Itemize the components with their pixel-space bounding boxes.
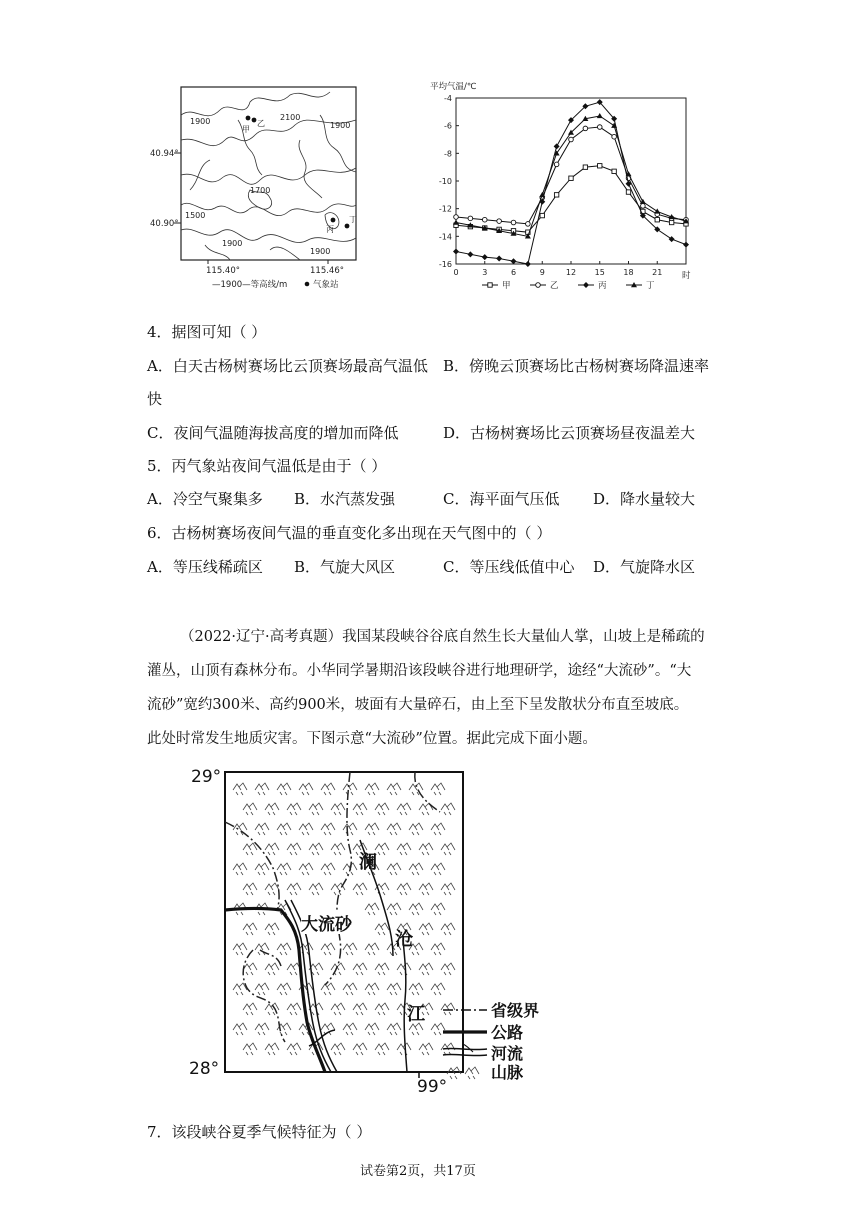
mountain-symbol: [243, 1043, 257, 1055]
data-point: [598, 164, 602, 168]
mountain-symbol: [277, 863, 291, 875]
legend-marker: [583, 282, 589, 288]
mountain-symbol: [233, 863, 247, 875]
mountain-symbol: [387, 1023, 401, 1035]
mountain-symbol: [375, 803, 389, 815]
canyon-map: [185, 760, 585, 1100]
q6-option-c[interactable]: C．等压线低值中心: [443, 558, 575, 576]
data-point: [612, 134, 617, 139]
series-line: [456, 102, 686, 264]
q6-option-b[interactable]: B．气旋大风区: [294, 558, 396, 576]
y-tick-label: -12: [438, 204, 452, 214]
data-point: [511, 220, 516, 225]
mountain-symbol: [441, 843, 455, 855]
mountain-symbol: [431, 863, 445, 875]
data-point: [468, 216, 473, 221]
x-tick-label: 3: [482, 268, 488, 277]
series-1: [454, 125, 689, 226]
contour-label: 1900: [330, 121, 351, 130]
question-5-stem: 5．丙气象站夜间气温低是由于（ ）: [147, 457, 387, 475]
legend-label: 甲: [502, 281, 511, 291]
mountain-symbol: [287, 803, 301, 815]
mountain-symbol: [287, 883, 301, 895]
mountain-symbol: [331, 1003, 345, 1015]
mountain-symbol: [353, 963, 367, 975]
contour-label: 1900: [222, 239, 243, 248]
q4-option-a[interactable]: A．白天古杨树赛场比云顶赛场最高气温低: [147, 357, 428, 375]
data-point: [626, 190, 630, 194]
passage-line-3: 流砂”宽约300米、高约900米，坡面有大量碎石，由上至下呈发散状分布直至坡底。: [147, 697, 689, 713]
data-point: [554, 143, 560, 149]
mountain-symbol: [365, 1023, 379, 1035]
data-point: [597, 113, 603, 118]
mountain-symbol: [287, 843, 301, 855]
legend-label: 丙: [598, 281, 607, 291]
data-point: [497, 219, 502, 224]
river-char: 沧: [395, 929, 413, 950]
station-legend: 气象站: [313, 280, 339, 290]
data-point: [482, 217, 487, 222]
mountain-symbol: [331, 803, 345, 815]
data-point: [554, 193, 558, 197]
data-point: [569, 137, 574, 142]
mountain-symbol: [265, 923, 279, 935]
data-point: [669, 236, 675, 242]
mountain-symbol: [243, 923, 257, 935]
data-point: [496, 255, 502, 261]
x-tick-label: 12: [565, 268, 577, 277]
data-point: [612, 169, 616, 173]
mountain-symbol: [343, 943, 357, 955]
lat-label: 40.90°: [150, 219, 179, 229]
y-tick-label: -10: [438, 177, 452, 186]
mountain-symbol: [321, 783, 335, 795]
mountain-symbol: [419, 843, 433, 855]
contour-label: 1500: [185, 211, 206, 220]
x-tick-label: 0: [453, 268, 459, 277]
mountain-symbol: [265, 963, 279, 975]
q6-option-a[interactable]: A．等压线稀疏区: [147, 558, 263, 576]
legend-label: 乙: [550, 281, 559, 291]
mountain-symbol: [243, 803, 257, 815]
station-label: 丁: [349, 215, 357, 224]
q4-option-d[interactable]: D．古杨树赛场比云顶赛场昼夜温差大: [443, 424, 696, 442]
mountain-symbol: [343, 983, 357, 995]
mountain-symbol: [375, 843, 389, 855]
legend-marker: [488, 283, 492, 287]
q6-option-d[interactable]: D．气旋降水区: [593, 558, 696, 576]
mountain-symbol: [255, 783, 269, 795]
data-point: [453, 249, 459, 255]
data-point: [511, 258, 517, 264]
data-point: [540, 213, 544, 217]
data-point: [454, 215, 459, 220]
x-tick-label: 18: [623, 268, 634, 277]
mountain-symbol: [419, 1043, 433, 1055]
mountain-symbol: [375, 1003, 389, 1015]
mountain-symbol: [387, 983, 401, 995]
mountain-symbol: [409, 983, 423, 995]
mountain-symbol: [375, 963, 389, 975]
lon-bottom-label: 99°: [417, 1077, 448, 1097]
mountain-symbol: [441, 1003, 455, 1015]
data-point: [583, 126, 588, 131]
contour-legend: —1900—等高线/m: [212, 280, 288, 290]
river-char: 江: [407, 1004, 425, 1025]
data-point: [583, 165, 587, 169]
mountain-symbol: [321, 983, 335, 995]
q5-option-a[interactable]: A．冷空气聚集多: [147, 490, 263, 508]
mountain-symbol: [277, 783, 291, 795]
chart-ylabel: 平均气温/℃: [430, 82, 477, 92]
mountain-symbol: [353, 1043, 367, 1055]
data-point: [467, 251, 473, 257]
mountain-symbol: [419, 923, 433, 935]
station-label: 甲: [242, 125, 250, 134]
mountain-symbol: [277, 983, 291, 995]
mountain-symbol: [277, 943, 291, 955]
mountain-symbol: [397, 963, 411, 975]
mountain-symbol: [365, 783, 379, 795]
contour-label: 1900: [310, 247, 331, 256]
mountain-symbol: [365, 943, 379, 955]
mountain-symbol: [365, 983, 379, 995]
mountain-symbol: [287, 1043, 301, 1055]
mountain-symbol: [255, 863, 269, 875]
mountain-symbol: [441, 963, 455, 975]
mountain-symbol: [365, 903, 379, 915]
mountain-symbol: [387, 823, 401, 835]
data-point: [641, 204, 646, 209]
x-tick-label: 6: [510, 268, 517, 277]
mountain-symbol: [441, 803, 455, 815]
x-tick-label: 15: [594, 268, 605, 277]
lon-label: 115.46°: [310, 266, 344, 276]
legend-river: 河流: [491, 1044, 524, 1063]
page-footer: 试卷第2页，共17页: [360, 1164, 476, 1179]
mountain-symbol: [243, 963, 257, 975]
mountain-symbol: [343, 823, 357, 835]
mountain-symbol: [365, 823, 379, 835]
mountain-symbol: [397, 843, 411, 855]
mountain-symbol: [255, 1023, 269, 1035]
y-tick-label: -14: [438, 232, 452, 242]
y-tick-label: -8: [444, 149, 452, 159]
map-legend: [443, 1001, 539, 1082]
mountain-symbol: [375, 1043, 389, 1055]
mountain-symbol: [409, 823, 423, 835]
mountain-symbol: [397, 883, 411, 895]
y-tick-label: -6: [444, 121, 452, 131]
mountain-symbol: [331, 843, 345, 855]
mountain-symbol: [387, 903, 401, 915]
legend-road: 公路: [491, 1023, 524, 1042]
data-point: [525, 261, 531, 267]
mountain-symbol: [265, 803, 279, 815]
daliusha-label: 大流砂: [301, 915, 352, 935]
mountain-symbol: [233, 783, 247, 795]
contour-map: [150, 80, 370, 295]
passage-line-1: （2022·辽宁·高考真题）我国某段峡谷谷底自然生长大量仙人掌，山坡上是稀疏的: [180, 629, 705, 645]
data-point: [597, 125, 602, 130]
q4-option-b-cont: 快: [147, 390, 163, 408]
legend-marker: [536, 283, 541, 288]
x-tick-label: 9: [539, 268, 545, 277]
mountain-symbol: [321, 943, 335, 955]
legend-mountain-label: 山脉: [491, 1063, 524, 1082]
mountain-symbol: [431, 943, 445, 955]
mountain-symbol: [431, 823, 445, 835]
mountain-symbol: [309, 803, 323, 815]
mountain-symbol: [277, 823, 291, 835]
mountain-symbol: [353, 1003, 367, 1015]
mountain-symbol: [255, 823, 269, 835]
mountain-symbol: [243, 843, 257, 855]
data-point: [554, 162, 559, 167]
mountain-symbol: [419, 883, 433, 895]
mountain-symbol: [321, 823, 335, 835]
q4-option-c[interactable]: C．夜间气温随海拔高度的增加而降低: [147, 424, 399, 442]
contour-label: 2100: [280, 113, 301, 122]
data-point: [683, 242, 689, 248]
mountain-symbol: [409, 783, 423, 795]
y-tick-label: -16: [438, 260, 452, 269]
contour-label: 1900: [190, 117, 211, 126]
mountain-symbol: [431, 783, 445, 795]
mountain-symbol: [441, 923, 455, 935]
data-point: [453, 220, 459, 225]
mountain-symbol: [309, 883, 323, 895]
mountain-symbol: [233, 943, 247, 955]
mountain-symbol: [431, 1023, 445, 1035]
data-point: [526, 222, 531, 227]
station-label: 丙: [326, 225, 334, 234]
mountain-symbol: [299, 823, 313, 835]
mountain-symbol: [353, 883, 367, 895]
contour-label: 1700: [250, 186, 271, 195]
mountain-symbol: [343, 783, 357, 795]
mountain-symbol: [465, 1067, 479, 1079]
data-point: [569, 176, 573, 180]
mountain-symbol: [299, 943, 313, 955]
mountain-symbol: [331, 963, 345, 975]
q4-option-b[interactable]: B．傍晚云顶赛场比古杨树赛场降温速率: [443, 357, 710, 375]
passage-line-2: 灌丛，山顶有森林分布。小华同学暑期沿该段峡谷进行地理研学，途经“大流砂”。“大: [147, 663, 692, 679]
mountain-symbol: [409, 863, 423, 875]
y-tick-label: -4: [444, 94, 452, 103]
lat-label: 40.94°: [150, 149, 179, 159]
chart-xlabel: 时: [682, 271, 691, 281]
mountain-symbol: [255, 983, 269, 995]
data-point: [611, 123, 617, 128]
lat-top-label: 29°: [191, 767, 222, 787]
mountain-symbol: [233, 1023, 247, 1035]
mountain-symbol: [299, 783, 313, 795]
mountain-symbol: [387, 783, 401, 795]
x-tick-label: 21: [652, 268, 663, 277]
temperature-chart: [420, 78, 700, 298]
question-6-stem: 6．古杨树赛场夜间气温的垂直变化多出现在天气图中的（ ）: [147, 524, 552, 542]
mountain-symbol: [243, 883, 257, 895]
lon-label: 115.40°: [206, 266, 240, 276]
mountain-symbol: [409, 903, 423, 915]
passage-line-4: 此处时常发生地质灾害。下图示意“大流砂”位置。据此完成下面小题。: [147, 731, 597, 747]
mountain-symbol: [331, 1043, 345, 1055]
question-4-stem: 4．据图可知（ ）: [147, 323, 267, 341]
legend-label: 丁: [646, 281, 655, 291]
data-point: [654, 208, 660, 213]
mountain-symbol: [321, 863, 335, 875]
legend-border: 省级界: [491, 1001, 540, 1020]
mountain-symbol: [387, 863, 401, 875]
mountain-symbol: [309, 843, 323, 855]
mountain-symbol: [353, 803, 367, 815]
question-7-stem: 7．该段峡谷夏季气候特征为（ ）: [147, 1123, 372, 1141]
q5-option-c[interactable]: C．海平面气压低: [443, 490, 560, 508]
q5-option-d[interactable]: D．降水量较大: [593, 490, 696, 508]
mountain-symbol: [287, 1003, 301, 1015]
mountain-symbol: [397, 803, 411, 815]
mountain-symbol: [299, 863, 313, 875]
mountain-symbol: [343, 1023, 357, 1035]
station-label: 乙: [257, 119, 265, 128]
lat-bottom-label: 28°: [189, 1059, 220, 1079]
mountain-symbol: [441, 883, 455, 895]
data-point: [482, 254, 488, 260]
mountain-symbol: [397, 1043, 411, 1055]
mountain-symbol: [265, 883, 279, 895]
q5-option-b[interactable]: B．水汽蒸发强: [294, 490, 396, 508]
series-0: [454, 164, 688, 235]
series-2: [453, 99, 689, 267]
river-char: 澜: [359, 852, 377, 873]
mountain-symbol: [265, 1043, 279, 1055]
mountain-symbol: [431, 983, 445, 995]
mountain-symbol: [243, 1003, 257, 1015]
mountain-symbol: [431, 903, 445, 915]
mountain-symbol: [419, 963, 433, 975]
mountain-symbol: [375, 923, 389, 935]
mountain-symbol: [265, 843, 279, 855]
data-point: [655, 218, 659, 222]
